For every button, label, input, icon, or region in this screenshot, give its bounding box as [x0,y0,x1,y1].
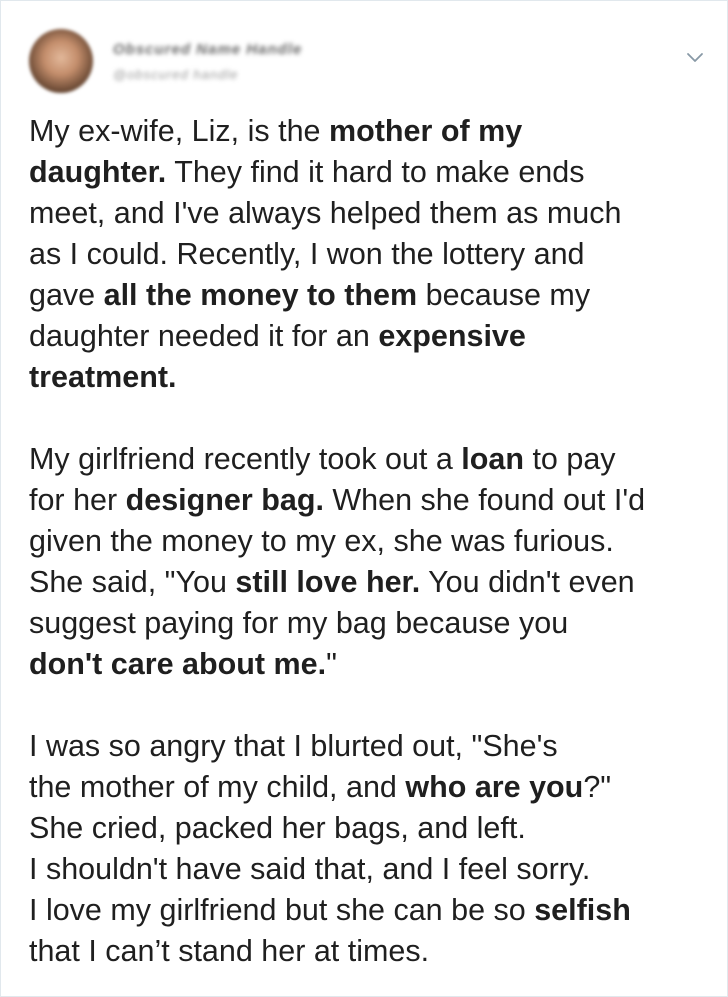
text-line [29,562,719,603]
bold-text: mother of my [329,114,523,148]
text: My girlfriend recently took out a [29,442,462,476]
bold-text: loan [461,442,524,476]
text: My ex-wife, Liz, is the [29,114,329,148]
text-line [29,439,719,480]
text: ?" [583,770,612,804]
text: I shouldn't have said that, and I feel sorry. [29,852,591,886]
text: daughter needed it for an [29,319,379,353]
text: because my [417,278,591,312]
text-line [29,234,719,275]
text-line [29,767,719,808]
tweet-paragraph [29,726,719,972]
text-line [29,357,719,398]
text-line [29,808,719,849]
bold-text: all the money to them [103,278,418,312]
text-line [29,275,719,316]
text-line [29,521,719,562]
text: She said, "You [29,565,236,599]
text: suggest paying for my bag because you [29,606,569,640]
tweet-header [29,29,707,99]
text-line [29,480,719,521]
chevron-down-icon[interactable] [685,47,705,67]
text: meet, and I've always helped them as much [29,196,622,230]
text: to pay [523,442,616,476]
author-name[interactable]: Obscured Name Handle [113,41,303,58]
text-line [29,111,719,152]
tweet-paragraph [29,111,719,398]
author-handle[interactable]: @obscured handle [113,67,239,82]
text-line [29,603,719,644]
text-line [29,193,719,234]
bold-text: treatment. [29,360,177,394]
text-line [29,849,719,890]
tweet-text [29,111,719,972]
text-line [29,152,719,193]
text: You didn't even [420,565,635,599]
text: " [326,647,337,681]
avatar[interactable] [29,29,93,93]
text: gave [29,278,104,312]
bold-text: designer bag. [125,483,324,517]
bold-text: expensive [378,319,526,353]
text: She cried, packed her bags, and left. [29,811,526,845]
text: I love my girlfriend but she can be so [29,893,535,927]
bold-text: selfish [534,893,631,927]
bold-text: don't care about me. [29,647,327,681]
text: given the money to my ex, she was furious. [29,524,614,558]
text: the mother of my child, and [29,770,406,804]
text: for her [29,483,126,517]
text-line [29,931,719,972]
tweet-paragraph [29,439,719,685]
text: as I could. Recently, I won the lottery and [29,237,585,271]
text: They find it hard to make ends [166,155,585,189]
text-line [29,726,719,767]
text-line [29,316,719,357]
text-line [29,890,719,931]
bold-text: daughter. [29,155,167,189]
bold-text: who are you [405,770,584,804]
text: When she found out I'd [323,483,646,517]
text: that I can’t stand her at times. [29,934,430,968]
text: I was so angry that I blurted out, "She's [29,729,558,763]
bold-text: still love her. [235,565,421,599]
text-line [29,644,719,685]
